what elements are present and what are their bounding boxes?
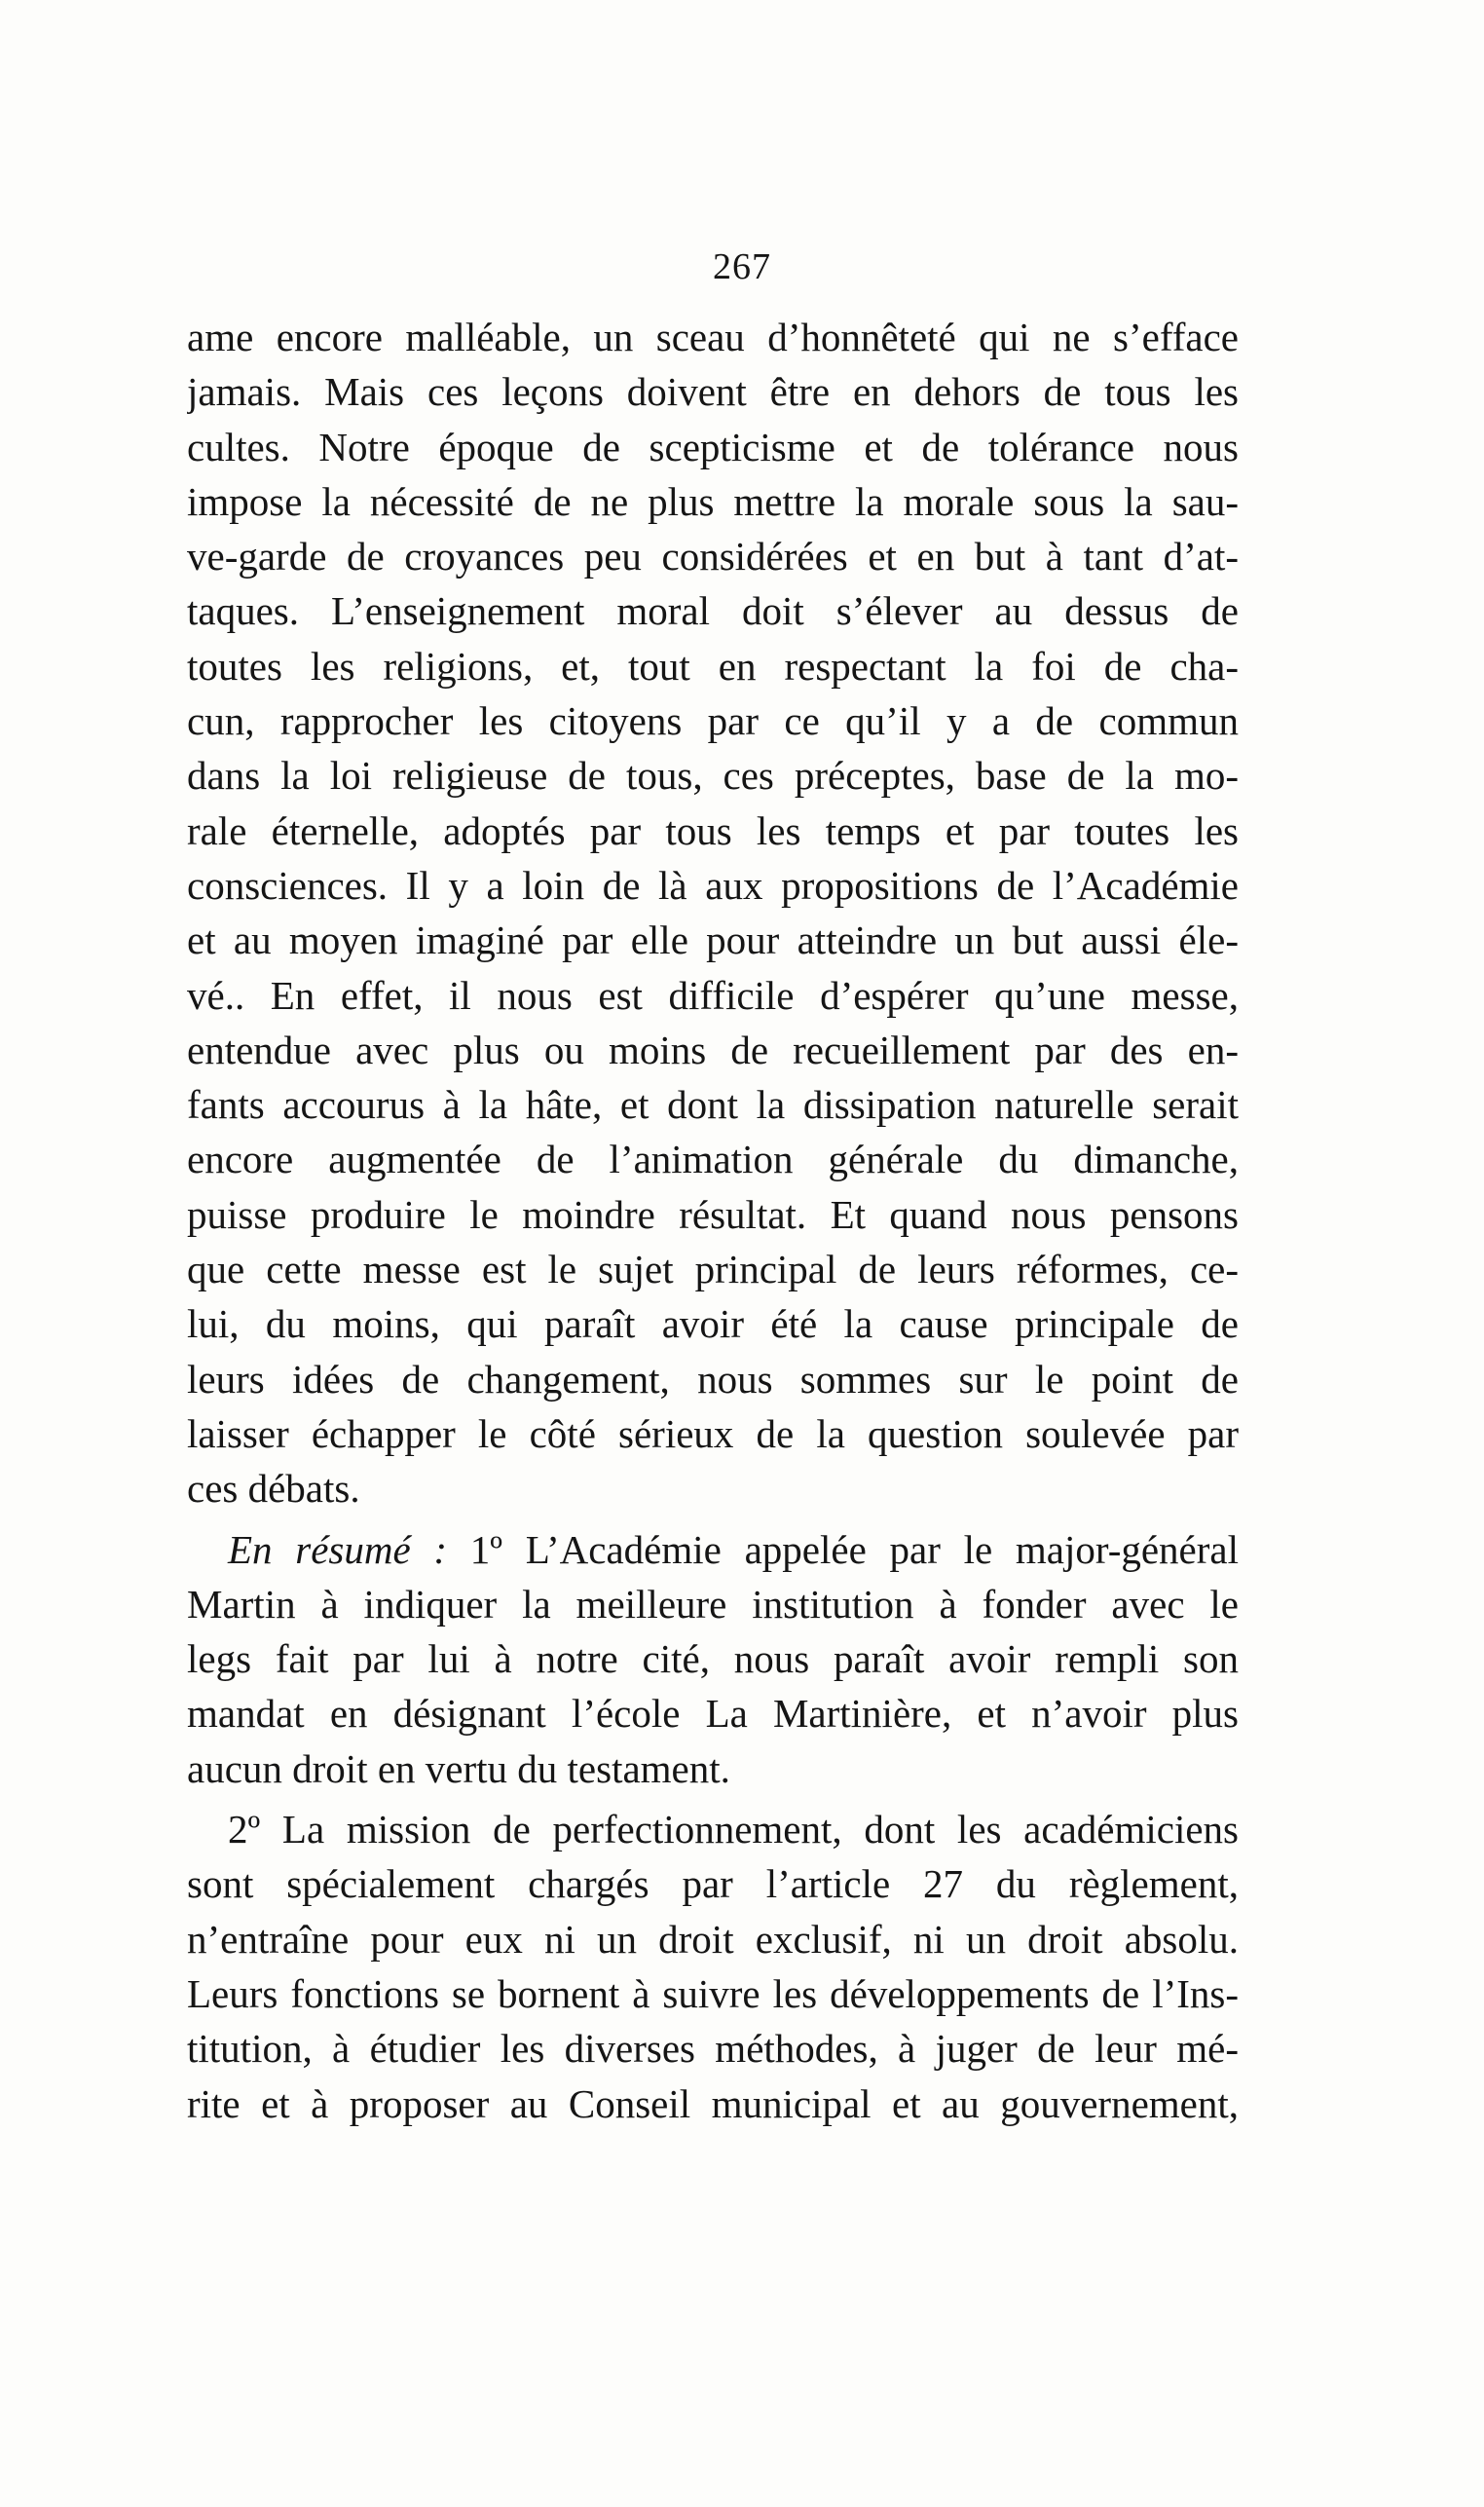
text-line: ame encore malléable, un sceau d’honnêteté qui ne s’efface	[187, 315, 1239, 359]
text-line: 2º La mission de perfectionnement, dont les académiciens	[228, 1807, 1239, 1852]
text-line-rest: 1º L’Académie appelée par le major-général	[447, 1526, 1239, 1572]
text-line: dans la loi religieuse de tous, ces préceptes, base de la mo-	[187, 753, 1239, 799]
text-line: mandat en désignant l’école La Martinière, et n’avoir plus	[187, 1691, 1239, 1737]
text-line: Leurs fonctions se bornent à suivre les développements de l’Ins-	[187, 1970, 1239, 2016]
text-line: consciences. Il y a loin de là aux propositions de l’Académie	[187, 862, 1239, 908]
text-line: aucun droit en vertu du testament.	[187, 1745, 730, 1791]
paragraph-1	[187, 310, 1239, 1516]
text-line: entendue avec plus ou moins de recueillement par des en-	[187, 1027, 1239, 1072]
text-line: laisser échapper le côté sérieux de la question soulevée par	[187, 1410, 1239, 1456]
text-line: fants accourus à la hâte, et dont la dissipation naturelle serait	[187, 1082, 1239, 1128]
text-line: titution, à étudier les diverses méthodes, à juger de leur mé-	[187, 2026, 1239, 2072]
paragraph-3	[187, 1802, 1239, 2131]
text-line: et au moyen imaginé par elle pour atteindre un but aussi éle-	[187, 917, 1239, 963]
text-line: que cette messe est le sujet principal de leurs réformes, ce-	[187, 1247, 1239, 1292]
text-line: ces débats.	[187, 1466, 360, 1512]
text-line: impose la nécessité de ne plus mettre la morale sous la sau-	[187, 478, 1239, 524]
text-line: ve-garde de croyances peu considérées et en but à tant d’at-	[187, 534, 1239, 580]
text-line: puisse produire le moindre résultat. Et quand nous pensons	[187, 1191, 1239, 1237]
text-line: rale éternelle, adoptés par tous les temps et par toutes les	[187, 807, 1239, 853]
text-line: leurs idées de changement, nous sommes sur le point de	[187, 1356, 1239, 1402]
text-line: toutes les religions, et, tout en respectant la foi de cha-	[187, 643, 1239, 689]
body-text	[187, 310, 1239, 2131]
text-line: cultes. Notre époque de scepticisme et de tolérance nous	[187, 424, 1239, 469]
text-line: n’entraîne pour eux ni un droit exclusif, ni un droit absolu.	[187, 1916, 1239, 1962]
text-line: encore augmentée de l’animation générale du dimanche,	[187, 1137, 1239, 1182]
lead-italic: En résumé :	[228, 1526, 448, 1572]
paragraph-2	[187, 1522, 1239, 1796]
text-line: sont spécialement chargés par l’article 27 du règlement,	[187, 1861, 1239, 1907]
text-line: rite et à proposer au Conseil municipal et au gouvernement,	[187, 2080, 1239, 2126]
text-line: jamais. Mais ces leçons doivent être en dehors de tous les	[187, 369, 1239, 415]
page-number: 267	[713, 246, 771, 287]
text-line: cun, rapprocher les citoyens par ce qu’il y a de commun	[187, 698, 1239, 744]
text-line: Martin à indiquer la meilleure institution à fonder avec le	[187, 1581, 1239, 1627]
text-line: lui, du moins, qui paraît avoir été la cause principale de	[187, 1301, 1239, 1347]
text-line: vé.. En effet, il nous est difficile d’espérer qu’une messe,	[187, 972, 1239, 1018]
text-line: taques. L’enseignement moral doit s’élever au dessus de	[187, 588, 1239, 634]
text-line: legs fait par lui à notre cité, nous paraît avoir rempli son	[187, 1636, 1239, 1682]
text-line	[187, 1522, 1239, 1577]
